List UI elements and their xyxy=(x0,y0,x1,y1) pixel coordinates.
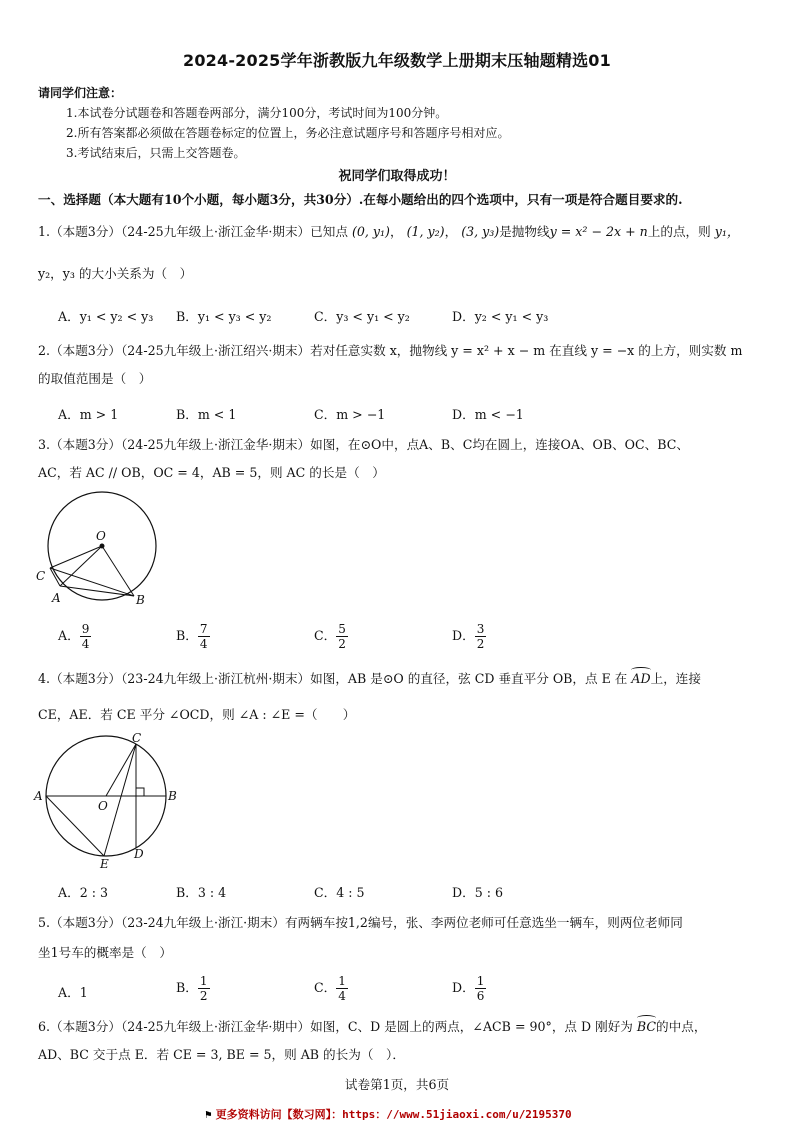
q1-mid: 是抛物线 xyxy=(499,224,550,239)
notice-heading: 请同学们注意： xyxy=(38,86,123,100)
q5-option-c-letter: C． xyxy=(314,980,337,995)
question-1-line-1: 1.（本题3分）（24-25九年级上·浙江金华·期末）已知点 (0, y₁)， (1, y₂)， (3, y₃)是抛物线y = x² − 2x + n上的点，则 y₁， xyxy=(38,224,740,239)
q1-suffix: 上的点，则 xyxy=(647,224,711,239)
q6-line-1a: 6.（本题3分）（24-25九年级上·浙江金华·期中）如图，C、D 是圆上的两点，∠ACB = 90°，点 D 刚好为 xyxy=(38,1019,633,1034)
q4-label-b: B xyxy=(168,789,177,803)
q4-option-a: A．2 : 3 xyxy=(58,885,108,900)
q5-option-d-num: 1 xyxy=(476,974,485,988)
q3-option-b-den: 4 xyxy=(199,637,208,651)
q2-option-b: B．m < 1 xyxy=(176,407,237,422)
q1-expression: y = x² − 2x + n xyxy=(549,224,648,239)
q4-label-c: C xyxy=(132,731,142,745)
question-6-line-2: AD、BC 交于点 E．若 CE = 3, BE = 5，则 AB 的长为（ ）． xyxy=(38,1047,405,1062)
flag-icon: ⚑ xyxy=(205,1108,212,1121)
question-5-line-2: 坐1号车的概率是（ ） xyxy=(38,945,172,960)
q3-label-a: A xyxy=(52,591,61,605)
q3-option-d xyxy=(452,622,486,651)
q2-option-a: A．m > 1 xyxy=(58,407,119,422)
q4-arc-ad: AD xyxy=(631,671,651,686)
question-6-line-1 xyxy=(38,1018,706,1036)
notice-item: 1.本试卷分试题卷和答题卷两部分，满分100分，考试时间为100分钟。 xyxy=(66,106,448,120)
q3-label-c: C xyxy=(36,569,46,583)
q3-option-d-den: 2 xyxy=(476,637,485,651)
q5-option-a: A．1 xyxy=(58,985,88,1000)
notice-item: 3.考试结束后，只需上交答题卷。 xyxy=(66,146,246,160)
q5-option-b xyxy=(176,974,210,1003)
q4-circle-figure xyxy=(30,730,190,870)
q3-option-b xyxy=(176,622,210,651)
q2-option-c: C．m > −1 xyxy=(314,407,386,422)
q5-option-c xyxy=(314,974,348,1003)
question-3-line-2: AC，若 AC // OB，OC = 4，AB = 5，则 AC 的长是（ ） xyxy=(38,465,385,480)
q5-option-c-den: 4 xyxy=(338,989,346,1003)
q4-label-d: D xyxy=(134,847,144,861)
cheer-text: 祝同学们取得成功！ xyxy=(338,169,456,184)
q6-line-1b: 的中点， xyxy=(656,1019,707,1034)
section-heading: 一、选择题（本大题有10个小题，每小题3分，共30分）.在每小题给出的四个选项中，只有一项是符合题目要求的. xyxy=(38,192,683,207)
q3-option-b-num: 7 xyxy=(199,622,208,636)
q3-option-d-num: 3 xyxy=(476,622,485,636)
q5-option-d xyxy=(452,974,486,1003)
q3-option-a-num: 9 xyxy=(81,622,90,636)
banner-text[interactable]: 更多资料访问【数习网】：https：//www.51jiaoxi.com/u/2195370 xyxy=(215,1108,572,1121)
q1-point-2: (1, y₂) xyxy=(406,224,445,239)
question-4-line-2: CE，AE．若 CE 平分 ∠OCD，则 ∠A : ∠E =（ ） xyxy=(38,707,356,722)
q1-point-3: (3, y₃) xyxy=(461,224,500,239)
q3-option-c-num: 5 xyxy=(338,622,346,636)
q3-option-b-letter: B． xyxy=(176,628,198,643)
q4-option-c: C．4 : 5 xyxy=(314,885,365,900)
question-4-line-1 xyxy=(38,670,701,688)
q3-option-c-letter: C． xyxy=(314,628,337,643)
q3-circle-figure xyxy=(30,490,170,610)
q5-option-d-letter: D． xyxy=(452,980,475,995)
q3-label-o: O xyxy=(96,529,106,543)
q1-option-d: D．y₂ < y₁ < y₃ xyxy=(452,309,549,324)
q4-label-o: O xyxy=(98,799,108,813)
q3-label-b: B xyxy=(136,593,145,607)
q5-option-c-num: 1 xyxy=(338,974,346,988)
q5-option-b-letter: B． xyxy=(176,980,198,995)
q4-line-1a: 4.（本题3分）（23-24九年级上·浙江杭州·期末）如图，AB 是⊙O 的直径，弦 CD 垂直平分 OB，点 E 在 xyxy=(38,671,628,686)
q5-option-b-den: 2 xyxy=(199,989,208,1003)
q1-point-1: (0, y₁) xyxy=(351,224,390,239)
q1-y1: y₁， xyxy=(714,224,740,239)
q3-option-c-den: 2 xyxy=(338,637,346,651)
q1-option-c: C．y₃ < y₁ < y₂ xyxy=(314,309,410,324)
q4-label-a: A xyxy=(34,789,43,803)
page-footer: 试卷第1页，共6页 xyxy=(344,1077,450,1092)
question-1-line-2: y₂，y₃ 的大小关系为（ ） xyxy=(38,266,193,281)
q3-option-a-letter: A． xyxy=(58,628,80,643)
page-title: 2024-2025学年浙教版九年级数学上册期末压轴题精选01 xyxy=(183,51,611,70)
q4-line-1b: 上，连接 xyxy=(650,671,701,686)
q3-option-c xyxy=(314,622,348,651)
q1-option-b: B．y₁ < y₃ < y₂ xyxy=(176,309,272,324)
question-2-line-1: 2.（本题3分）（24-25九年级上·浙江绍兴·期末）若对任意实数 x，抛物线 y = x² + x − m 在直线 y = −x 的上方，则实数 m xyxy=(38,343,743,358)
question-5-line-1: 5.（本题3分）（23-24九年级上·浙江·期末）有两辆车按1,2编号，张、李两位老师可任意选坐一辆车，则两位老师同 xyxy=(38,915,683,930)
q3-option-d-letter: D． xyxy=(452,628,475,643)
q4-label-e: E xyxy=(100,857,109,870)
notice-item: 2.所有答案都必须做在答题卷标定的位置上，务必注意试题序号和答题序号相对应。 xyxy=(66,126,510,140)
q1-option-a: A．y₁ < y₂ < y₃ xyxy=(58,309,154,324)
resource-banner[interactable] xyxy=(205,1106,572,1122)
q2-option-d: D．m < −1 xyxy=(452,407,524,422)
q3-option-a xyxy=(58,622,91,651)
q4-option-b: B．3 : 4 xyxy=(176,885,227,900)
q5-option-d-den: 6 xyxy=(476,989,485,1003)
question-2-line-2: 的取值范围是（ ） xyxy=(38,371,152,386)
q3-option-a-den: 4 xyxy=(81,637,90,651)
q6-arc-bc: BC xyxy=(636,1019,657,1034)
q5-option-b-num: 1 xyxy=(199,974,208,988)
q1-prefix: 1.（本题3分）（24-25九年级上·浙江金华·期末）已知点 xyxy=(38,224,348,239)
q4-option-d: D．5 : 6 xyxy=(452,885,503,900)
question-3-line-1: 3.（本题3分）（24-25九年级上·浙江金华·期末）如图，在⊙O中，点A、B、C均在圆上，连接OA、OB、OC、BC、 xyxy=(38,437,689,452)
